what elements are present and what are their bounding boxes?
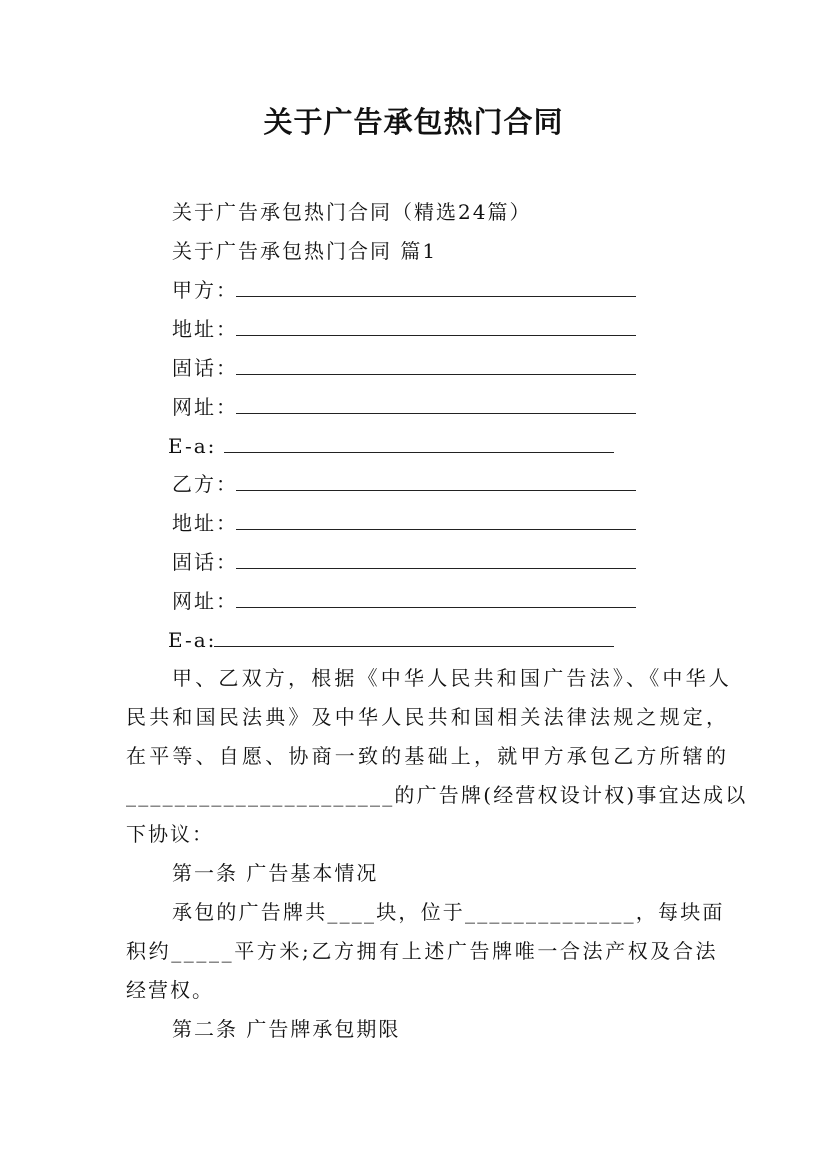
party-a-website-blank[interactable] [236,413,636,414]
party-a-email-label: E-a: [168,434,217,458]
party-a-phone-label: 固话： [172,356,238,380]
party-b-phone-label: 固话： [172,550,238,574]
party-b-address-blank[interactable] [236,529,636,530]
party-a-label: 甲方： [172,278,238,302]
party-b-website-label: 网址： [172,589,238,613]
party-b-label: 乙方： [172,472,238,496]
party-b-address-label: 地址： [172,511,238,535]
paragraph-1-line-3: 在平等、自愿、协商一致的基础上，就甲方承包乙方所辖的 [126,744,730,768]
party-b-phone-blank[interactable] [236,568,636,569]
section-heading: 关于广告承包热门合同 篇1 [172,239,438,263]
party-a-website-label: 网址： [172,395,238,419]
paragraph-1-line-5: 下协议： [126,822,214,846]
party-b-email-label: E-a: [168,628,217,652]
article-2-heading: 第二条 广告牌承包期限 [172,1017,401,1041]
article-1-heading: 第一条 广告基本情况 [172,861,379,885]
paragraph-1-line-4: ______________________的广告牌(经营权设计权)事宜达成以 [126,783,748,807]
party-b-blank[interactable] [236,490,636,491]
article-1-line-2: 积约_____平方米;乙方拥有上述广告牌唯一合法产权及合法 [126,939,719,963]
party-b-email-blank[interactable] [214,646,614,647]
paragraph-1-line-2: 民共和国民法典》及中华人民共和国相关法律法规之规定， [126,705,730,729]
article-1-line-3: 经营权。 [126,978,214,1002]
party-a-phone-blank[interactable] [236,374,636,375]
article-1-line-1: 承包的广告牌共____块，位于______________，每块面 [172,900,725,924]
paragraph-1-line-1: 甲、乙双方，根据《中华人民共和国广告法》、《中华人 [172,666,732,690]
party-b-website-blank[interactable] [236,607,636,608]
party-a-blank[interactable] [236,296,636,297]
document-subtitle: 关于广告承包热门合同（精选24篇） [172,200,532,224]
party-a-email-blank[interactable] [224,452,614,453]
party-a-address-label: 地址： [172,317,238,341]
document-title: 关于广告承包热门合同 [263,105,564,139]
party-a-address-blank[interactable] [236,335,636,336]
